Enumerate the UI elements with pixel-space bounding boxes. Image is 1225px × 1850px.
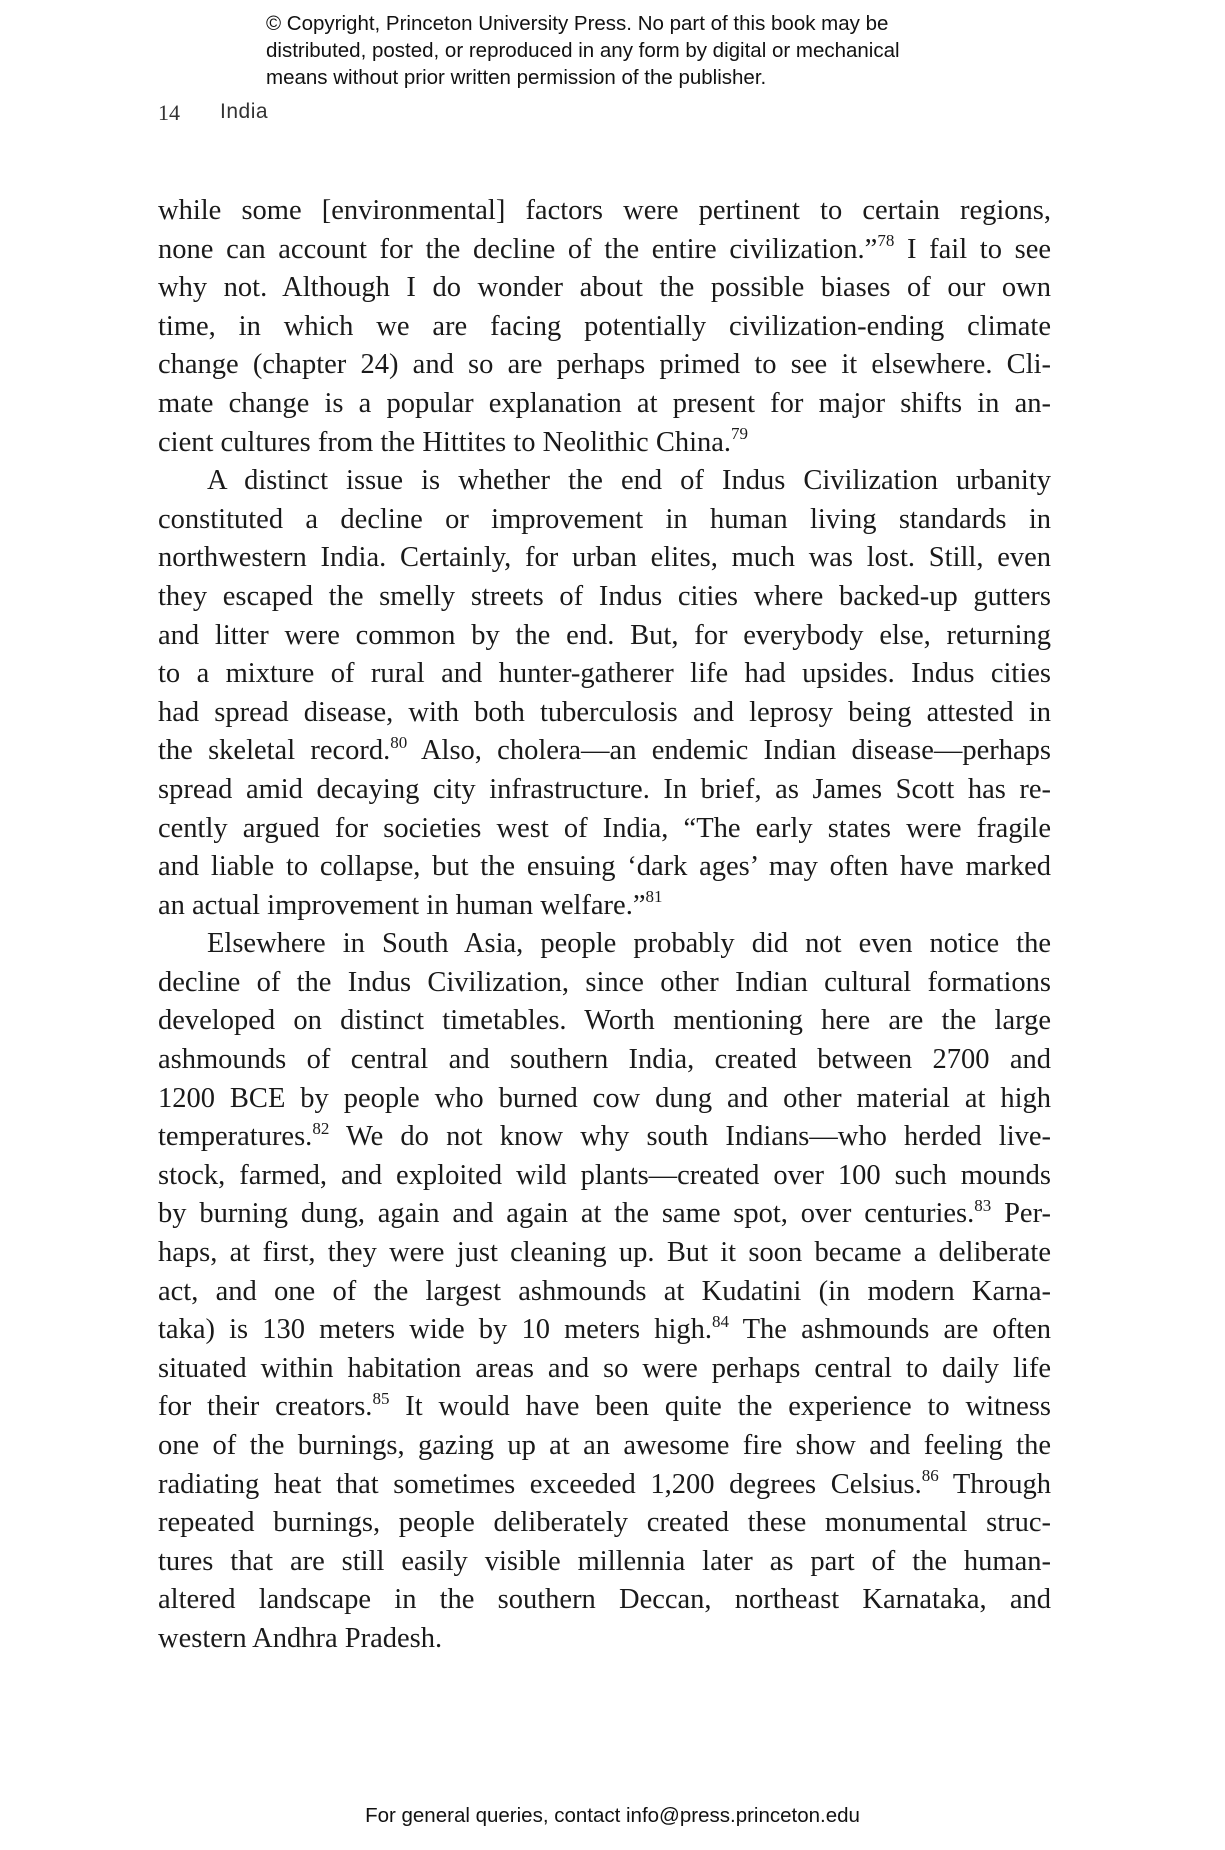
text-segment: tures that are still easily visible millennia later as part of the human- [158, 1545, 1051, 1577]
text-line [158, 1002, 1051, 1041]
text-line [158, 539, 1051, 578]
text-line [158, 1543, 1051, 1582]
text-segment: A distinct issue is whether the end of Indus Civilization urbanity [207, 465, 1051, 497]
text-segment: taka) is 130 meters wide by 10 meters high. [158, 1314, 713, 1346]
footnote-reference: 79 [731, 424, 749, 444]
text-line [158, 501, 1051, 540]
text-segment: stock, farmed, and exploited wild plants—created over 100 such mounds [158, 1159, 1051, 1191]
text-line [158, 424, 1051, 463]
paragraph [158, 192, 1051, 462]
text-line [158, 771, 1051, 810]
text-segment: for their creators. [158, 1391, 373, 1423]
text-line [158, 964, 1051, 1003]
text-segment: mate change is a popular explanation at present for major shifts in an- [158, 387, 1051, 419]
text-line [158, 655, 1051, 694]
text-segment: by burning dung, again and again at the same spot, over centuries. [158, 1198, 975, 1230]
text-line [158, 1157, 1051, 1196]
footnote-reference: 80 [390, 732, 408, 752]
footer-contact: For general queries, contact info@press.princeton.edu [365, 1804, 860, 1827]
text-segment: altered landscape in the southern Deccan, northeast Karnataka, and [158, 1584, 1051, 1616]
text-line [158, 887, 1051, 926]
body-text [158, 192, 1051, 1659]
text-segment: Through [938, 1468, 1051, 1500]
page-number: 14 [158, 100, 180, 125]
footnote-reference: 84 [712, 1311, 730, 1331]
paragraph [158, 925, 1051, 1658]
text-line [158, 617, 1051, 656]
copyright-line: © Copyright, Princeton University Press. No part of this book may be [266, 12, 889, 35]
running-title: India [220, 100, 269, 123]
text-segment: while some [environmental] factors were pertinent to certain regions, [158, 195, 1051, 226]
text-line [158, 1427, 1051, 1466]
text-segment: We do not know why south Indians—who herded live- [329, 1121, 1051, 1153]
text-line [158, 848, 1051, 887]
text-segment: western Andhra Pradesh. [158, 1622, 443, 1654]
text-segment: cient cultures from the Hittites to Neolithic China. [158, 426, 732, 458]
text-segment: and litter were common by the end. But, for everybody else, returning [158, 619, 1051, 651]
text-segment: 1200 BCE by people who burned cow dung and other material at high [158, 1082, 1051, 1114]
text-line [158, 1350, 1051, 1389]
text-segment: they escaped the smelly streets of Indus cities where backed-up gutters [158, 580, 1051, 612]
copyright-line: distributed, posted, or reproduced in any form by digital or mechanical [266, 39, 900, 62]
text-segment: Also, cholera—an endemic Indian disease—perhaps [407, 735, 1051, 767]
text-segment: why not. Although I do wonder about the possible biases of our own [158, 272, 1051, 304]
footnote-reference: 81 [645, 887, 663, 907]
footnote-reference: 86 [921, 1466, 939, 1486]
text-line [158, 308, 1051, 347]
text-segment: haps, at first, they were just cleaning up. But it soon became a deliberate [158, 1237, 1051, 1269]
text-line [158, 385, 1051, 424]
text-segment: none can account for the decline of the entire civilization.” [158, 233, 878, 265]
text-line [158, 810, 1051, 849]
text-line [158, 269, 1051, 308]
text-line [158, 1195, 1051, 1234]
text-line [158, 1273, 1051, 1312]
text-segment: Per- [991, 1198, 1051, 1230]
text-line [158, 346, 1051, 385]
text-segment: change (chapter 24) and so are perhaps primed to see it elsewhere. Cli- [158, 349, 1051, 381]
text-line [158, 925, 1051, 964]
text-segment: It would have been quite the experience to witness [389, 1391, 1052, 1423]
text-line [158, 1620, 1051, 1659]
text-line [158, 1234, 1051, 1273]
text-segment: act, and one of the largest ashmounds at Kudatini (in modern Karna- [158, 1275, 1051, 1307]
text-segment: the skeletal record. [158, 735, 391, 767]
text-segment: had spread disease, with both tuberculosis and leprosy being attested in [158, 696, 1051, 728]
text-line [158, 192, 1051, 231]
paragraph [158, 462, 1051, 925]
text-segment: temperatures. [158, 1121, 313, 1153]
text-line [158, 231, 1051, 270]
text-line [158, 1504, 1051, 1543]
text-segment: decline of the Indus Civilization, since other Indian cultural formations [158, 966, 1051, 998]
running-head [158, 100, 269, 126]
text-segment: The ashmounds are often [729, 1314, 1051, 1346]
footnote-reference: 83 [974, 1195, 992, 1215]
text-segment: ashmounds of central and southern India, created between 2700 and [158, 1044, 1051, 1076]
text-line [158, 1041, 1051, 1080]
text-segment: Elsewhere in South Asia, people probably did not even notice the [207, 928, 1051, 960]
text-segment: spread amid decaying city infrastructure. In brief, as James Scott has re- [158, 773, 1051, 805]
text-segment: situated within habitation areas and so were perhaps central to daily life [158, 1352, 1051, 1384]
text-line [158, 462, 1051, 501]
text-segment: radiating heat that sometimes exceeded 1,200 degrees Celsius. [158, 1468, 922, 1500]
text-segment: cently argued for societies west of India, “The early states were fragile [158, 812, 1051, 844]
text-line [158, 1581, 1051, 1620]
text-segment: I fail to see [894, 233, 1051, 265]
text-line [158, 1080, 1051, 1119]
text-segment: developed on distinct timetables. Worth mentioning here are the large [158, 1005, 1051, 1037]
text-line [158, 1466, 1051, 1505]
text-segment: constituted a decline or improvement in human living standards in [158, 503, 1051, 535]
copyright-notice [266, 10, 900, 91]
text-segment: and liable to collapse, but the ensuing ‘dark ages’ may often have marked [158, 851, 1051, 883]
text-line [158, 1118, 1051, 1157]
text-line [158, 694, 1051, 733]
text-segment: time, in which we are facing potentially civilization-ending climate [158, 310, 1051, 342]
text-segment: repeated burnings, people deliberately created these monumental struc- [158, 1507, 1051, 1539]
footnote-reference: 82 [312, 1118, 330, 1138]
copyright-line: means without prior written permission of the publisher. [266, 66, 767, 89]
text-line [158, 1311, 1051, 1350]
text-segment: to a mixture of rural and hunter-gatherer life had upsides. Indus cities [158, 658, 1051, 690]
text-line [158, 732, 1051, 771]
text-line [158, 578, 1051, 617]
footnote-reference: 78 [877, 231, 895, 251]
text-segment: one of the burnings, gazing up at an awesome fire show and feeling the [158, 1430, 1051, 1461]
footnote-reference: 85 [372, 1388, 390, 1408]
text-segment: northwestern India. Certainly, for urban elites, much was lost. Still, even [158, 542, 1051, 574]
text-line [158, 1388, 1051, 1427]
text-segment: an actual improvement in human welfare.” [158, 889, 646, 921]
